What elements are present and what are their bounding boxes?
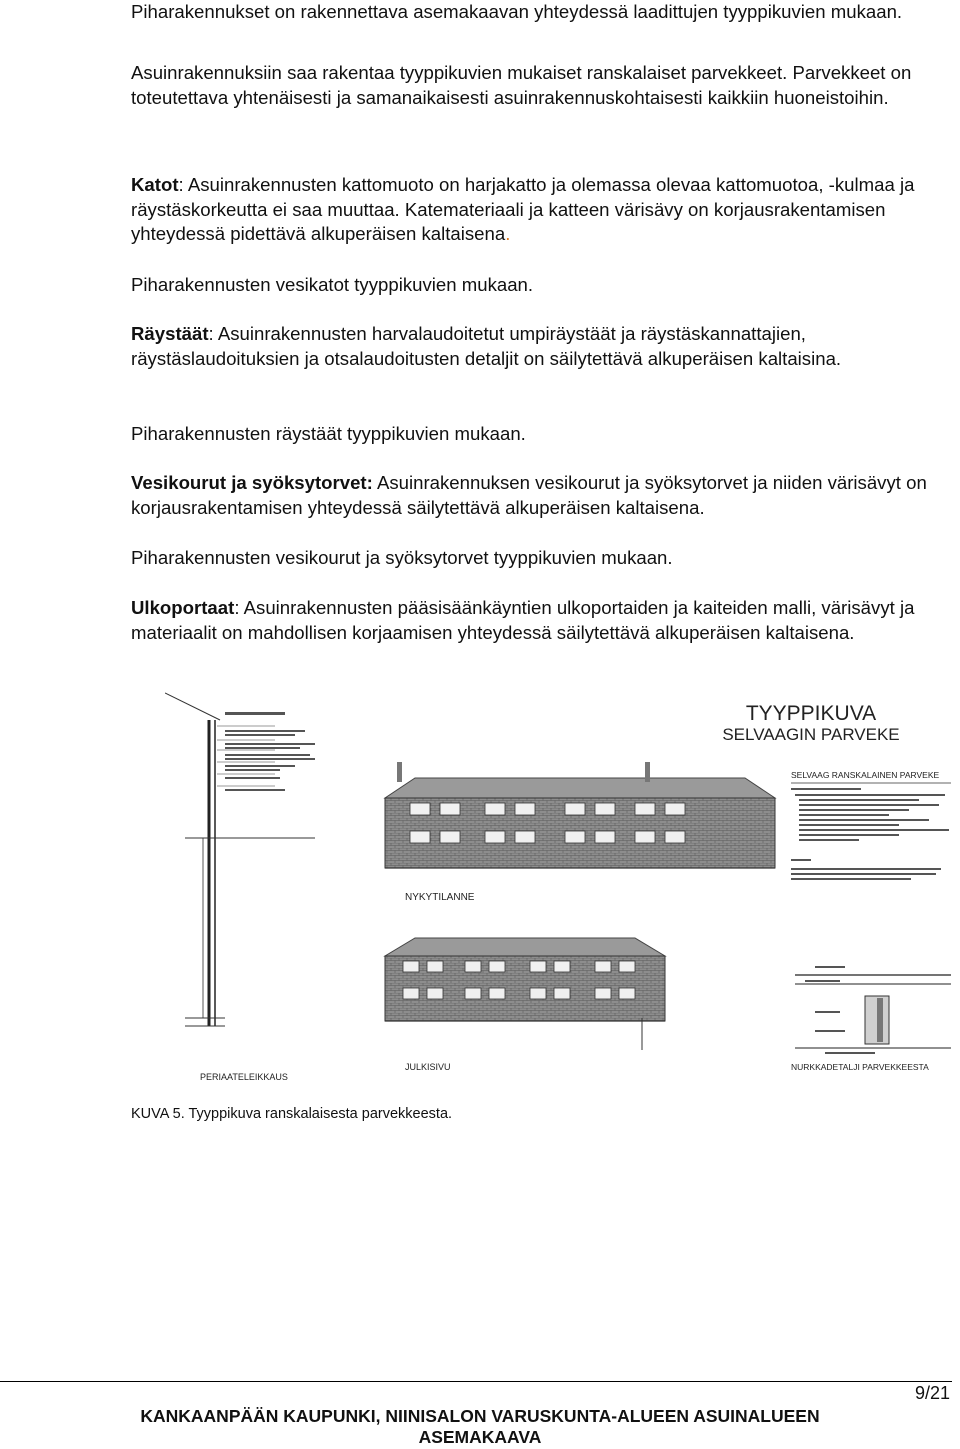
heading-katot: Katot	[131, 174, 179, 195]
paragraph-parvekkeet: Asuinrakennuksiin saa rakentaa tyyppikuvien mukaiset ranskalaiset parvekkeet. Parvekkeet on toteutettava yhtenäisesti ja samanaikaisesti asuinrakennuskohtaisesti kaikkiin huoneistoihin.	[131, 62, 912, 108]
paragraph-raystaat	[131, 322, 941, 371]
label-nurkkadetalji: NURKKADETALJI PARVEKKEESTA	[791, 1062, 929, 1072]
section-drawing	[165, 693, 315, 1082]
corner-detail	[791, 966, 951, 1072]
paragraph-katot	[131, 173, 941, 247]
figure-title-1: TYYPPIKUVA	[745, 702, 877, 725]
katot-end: .	[505, 223, 511, 244]
raystaat-text: : Asuinrakennusten harvalaudoitetut umpiräystäät ja räystäskannattajien, räystäslaudoituksien ja otsalaudoitusten detaljit on säilytettävä alkuperäisen kaltaisina.	[131, 323, 842, 369]
heading-vesikourut: Vesikourut ja syöksytorvet:	[131, 472, 373, 493]
paragraph-vesikourut	[131, 471, 941, 520]
ulkoportaat-text: : Asuinrakennusten pääsisäänkäyntien ulkoportaiden ja kaiteiden malli, värisävyt ja materiaalit on mahdollisen korjaamisen yhteydessä säilytettävä alkuperäisen kaltaisena.	[131, 597, 915, 643]
heading-ulkoportaat: Ulkoportaat	[131, 597, 235, 618]
notes-block	[791, 770, 951, 880]
facade-proposed	[385, 938, 665, 1072]
paragraph-piha-raystaat: Piharakennusten räystäät tyyppikuvien mukaan.	[131, 423, 526, 444]
paragraph-vesikatot: Piharakennusten vesikatot tyyppikuvien mukaan.	[131, 274, 534, 295]
footer-line-1: KANKAANPÄÄN KAUPUNKI, NIINISALON VARUSKUNTA-ALUEEN ASUINALUEEN	[140, 1406, 820, 1426]
figure-title-2: SELVAAGIN PARVEKE	[722, 725, 900, 744]
footer-rule	[0, 1381, 952, 1382]
footer-line-2: ASEMAKAAVA	[418, 1427, 542, 1447]
label-nykytilanne: NYKYTILANNE	[405, 892, 475, 903]
vesikourut-text: Asuinrakennuksen vesikourut ja syöksytorvet ja niiden värisävyt on korjausrakentamisen yhteydessä säilytettävä alkuperäisen kaltaisena.	[131, 472, 927, 518]
figure-caption: KUVA 5. Tyyppikuva ranskalaisesta parvekkeesta.	[131, 1106, 453, 1122]
heading-raystaat: Räystäät	[131, 323, 209, 344]
facade-current	[385, 762, 775, 903]
label-julkisivu: JULKISIVU	[405, 1062, 451, 1072]
katot-text: : Asuinrakennusten kattomuoto on harjakatto ja olemassa olevaa kattomuotoa, -kulmaa ja räystäskorkeutta ei saa muuttaa. Katemateriaali ja katteen värisävy on korjausrakentamisen yhteydessä pidettävä alkuperäisen kaltaisena	[131, 174, 915, 244]
paragraph-ulkoportaat	[131, 596, 941, 645]
balcony-drawing-figure	[165, 688, 951, 1090]
label-periaateleikkaus: PERIAATELEIKKAUS	[200, 1072, 288, 1082]
page-number: 9/21	[914, 1383, 950, 1403]
paragraph-piharakennukset: Piharakennukset on rakennettava asemakaavan yhteydessä laadittujen tyyppikuvien mukaan.	[131, 1, 903, 22]
label-selvaag: SELVAAG RANSKALAINEN PARVEKE	[791, 770, 940, 780]
paragraph-piha-vesikourut: Piharakennusten vesikourut ja syöksytorvet tyyppikuvien mukaan.	[131, 547, 673, 568]
